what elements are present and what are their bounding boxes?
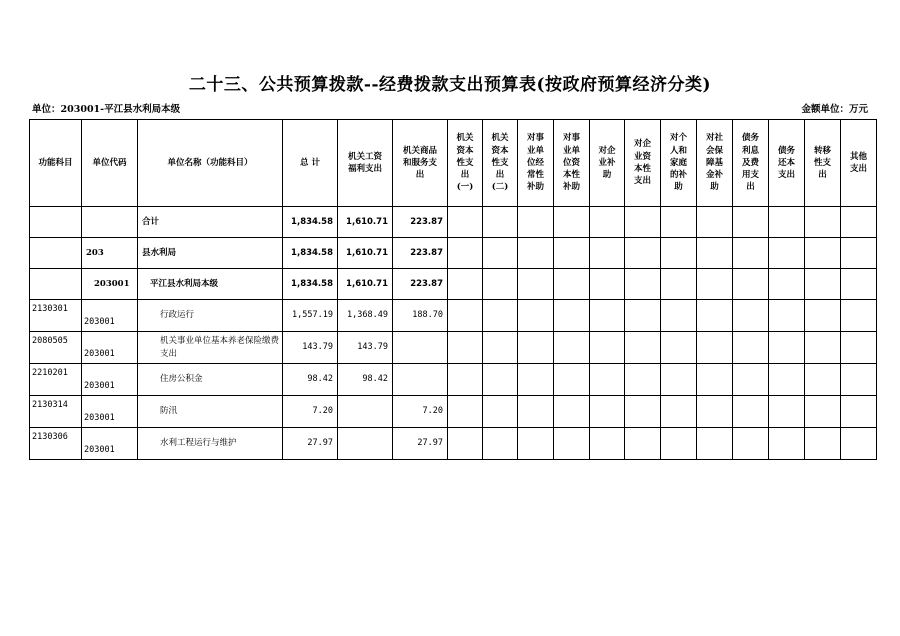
empty-cell	[554, 207, 590, 238]
empty-cell	[697, 332, 733, 364]
empty-cell	[625, 238, 661, 269]
empty-cell	[805, 207, 841, 238]
empty-cell	[733, 332, 769, 364]
goods-cell: 7.20	[393, 396, 448, 428]
empty-cell	[590, 269, 625, 300]
goods-cell	[393, 332, 448, 364]
wage-cell: 1,368.49	[338, 300, 393, 332]
total-cell: 1,834.58	[283, 207, 338, 238]
empty-cell	[661, 238, 697, 269]
empty-cell	[841, 396, 877, 428]
empty-cell	[590, 300, 625, 332]
goods-cell: 223.87	[393, 238, 448, 269]
unit-code-cell: 203001	[82, 364, 138, 396]
unit-name-cell: 合计	[138, 207, 283, 238]
unit-name-cell: 县水利局	[138, 238, 283, 269]
unit-code-cell: 203001	[82, 396, 138, 428]
header-cell: 机关 资本 性支 出 (二)	[483, 120, 518, 207]
page-title: 二十三、公共预算拨款--经费拨款支出预算表(按政府预算经济分类)	[188, 75, 712, 95]
empty-cell	[841, 428, 877, 460]
unit-label: 单位：203001-平江县水利局本级	[32, 104, 181, 115]
empty-cell	[697, 428, 733, 460]
empty-cell	[769, 238, 805, 269]
unit-name-cell: 机关事业单位基本养老保险缴费支出	[138, 332, 283, 364]
empty-cell	[518, 269, 554, 300]
func-code-cell: 2130301	[30, 300, 82, 332]
func-code-cell	[30, 269, 82, 300]
header-cell: 对个 人和 家庭 的补 助	[661, 120, 697, 207]
total-cell: 1,834.58	[283, 269, 338, 300]
empty-cell	[448, 269, 483, 300]
unit-name-cell: 水利工程运行与维护	[138, 428, 283, 460]
empty-cell	[697, 238, 733, 269]
header-cell: 单位代码	[82, 120, 138, 207]
func-code-cell	[30, 238, 82, 269]
header-cell: 对事 业单 位资 本性 补助	[554, 120, 590, 207]
total-cell: 1,834.58	[283, 238, 338, 269]
table-row	[30, 300, 877, 332]
empty-cell	[661, 300, 697, 332]
empty-cell	[805, 396, 841, 428]
empty-cell	[625, 428, 661, 460]
empty-cell	[841, 207, 877, 238]
empty-cell	[733, 207, 769, 238]
empty-cell	[661, 396, 697, 428]
empty-cell	[841, 300, 877, 332]
empty-cell	[697, 364, 733, 396]
header-cell: 债务 还本 支出	[769, 120, 805, 207]
header-cell: 功能科目	[30, 120, 82, 207]
empty-cell	[554, 396, 590, 428]
empty-cell	[554, 428, 590, 460]
empty-cell	[661, 428, 697, 460]
table-row	[30, 332, 877, 364]
empty-cell	[769, 332, 805, 364]
amount-unit-label: 金额单位：万元	[801, 104, 868, 115]
empty-cell	[483, 428, 518, 460]
empty-cell	[841, 238, 877, 269]
wage-cell	[338, 396, 393, 428]
empty-cell	[483, 364, 518, 396]
empty-cell	[590, 396, 625, 428]
empty-cell	[483, 207, 518, 238]
table-row	[30, 428, 877, 460]
header-cell: 机关 资本 性支 出 (一)	[448, 120, 483, 207]
empty-cell	[448, 396, 483, 428]
wage-cell: 1,610.71	[338, 207, 393, 238]
empty-cell	[448, 428, 483, 460]
unit-code-cell: 203001	[82, 332, 138, 364]
empty-cell	[448, 238, 483, 269]
header-cell: 总 计	[283, 120, 338, 207]
empty-cell	[483, 332, 518, 364]
empty-cell	[625, 269, 661, 300]
header-cell: 转移 性支 出	[805, 120, 841, 207]
empty-cell	[805, 269, 841, 300]
table-row-department	[30, 238, 877, 269]
unit-code-cell: 203001	[82, 300, 138, 332]
empty-cell	[733, 396, 769, 428]
empty-cell	[733, 364, 769, 396]
empty-cell	[590, 364, 625, 396]
empty-cell	[518, 300, 554, 332]
empty-cell	[697, 396, 733, 428]
empty-cell	[733, 300, 769, 332]
wage-cell: 1,610.71	[338, 269, 393, 300]
empty-cell	[805, 332, 841, 364]
header-cell: 对企 业补 助	[590, 120, 625, 207]
empty-cell	[769, 269, 805, 300]
total-cell: 1,557.19	[283, 300, 338, 332]
empty-cell	[554, 332, 590, 364]
empty-cell	[805, 428, 841, 460]
unit-name-cell: 平江县水利局本级	[138, 269, 283, 300]
header-cell: 对事 业单 位经 常性 补助	[518, 120, 554, 207]
empty-cell	[625, 332, 661, 364]
budget-table	[29, 119, 877, 460]
empty-cell	[483, 300, 518, 332]
total-cell: 98.42	[283, 364, 338, 396]
empty-cell	[805, 238, 841, 269]
empty-cell	[590, 332, 625, 364]
empty-cell	[518, 364, 554, 396]
header-cell: 对企 业资 本性 支出	[625, 120, 661, 207]
empty-cell	[841, 269, 877, 300]
empty-cell	[697, 269, 733, 300]
empty-cell	[661, 207, 697, 238]
total-cell: 27.97	[283, 428, 338, 460]
empty-cell	[661, 269, 697, 300]
unit-name-cell: 防汛	[138, 396, 283, 428]
goods-cell	[393, 364, 448, 396]
empty-cell	[590, 238, 625, 269]
empty-cell	[841, 332, 877, 364]
empty-cell	[733, 428, 769, 460]
func-code-cell: 2210201	[30, 364, 82, 396]
empty-cell	[697, 207, 733, 238]
empty-cell	[554, 238, 590, 269]
total-cell: 143.79	[283, 332, 338, 364]
empty-cell	[661, 364, 697, 396]
header-cell: 机关商品 和服务支 出	[393, 120, 448, 207]
table-row	[30, 396, 877, 428]
empty-cell	[590, 428, 625, 460]
empty-cell	[805, 364, 841, 396]
empty-cell	[769, 396, 805, 428]
empty-cell	[769, 428, 805, 460]
empty-cell	[554, 364, 590, 396]
empty-cell	[554, 300, 590, 332]
empty-cell	[518, 207, 554, 238]
goods-cell: 188.70	[393, 300, 448, 332]
empty-cell	[483, 396, 518, 428]
unit-code-cell	[82, 207, 138, 238]
empty-cell	[448, 300, 483, 332]
header-cell: 其他 支出	[841, 120, 877, 207]
empty-cell	[841, 364, 877, 396]
empty-cell	[483, 269, 518, 300]
empty-cell	[625, 364, 661, 396]
empty-cell	[625, 300, 661, 332]
goods-cell: 223.87	[393, 207, 448, 238]
header-cell: 机关工资 福利支出	[338, 120, 393, 207]
header-cell: 单位名称（功能科目）	[138, 120, 283, 207]
total-cell: 7.20	[283, 396, 338, 428]
empty-cell	[448, 207, 483, 238]
empty-cell	[805, 300, 841, 332]
goods-cell: 27.97	[393, 428, 448, 460]
unit-name-cell: 住房公积金	[138, 364, 283, 396]
goods-cell: 223.87	[393, 269, 448, 300]
empty-cell	[769, 300, 805, 332]
empty-cell	[625, 207, 661, 238]
wage-cell: 143.79	[338, 332, 393, 364]
table-header-row	[30, 120, 877, 207]
empty-cell	[733, 269, 769, 300]
func-code-cell: 2130306	[30, 428, 82, 460]
header-cell: 对社 会保 障基 金补 助	[697, 120, 733, 207]
header-cell: 债务 利息 及费 用支 出	[733, 120, 769, 207]
unit-code-cell: 203001	[82, 269, 138, 300]
empty-cell	[733, 238, 769, 269]
wage-cell	[338, 428, 393, 460]
empty-cell	[518, 396, 554, 428]
empty-cell	[697, 300, 733, 332]
unit-code-cell: 203001	[82, 428, 138, 460]
empty-cell	[448, 332, 483, 364]
empty-cell	[554, 269, 590, 300]
empty-cell	[518, 238, 554, 269]
empty-cell	[518, 428, 554, 460]
empty-cell	[769, 364, 805, 396]
empty-cell	[661, 332, 697, 364]
empty-cell	[518, 332, 554, 364]
func-code-cell: 2130314	[30, 396, 82, 428]
wage-cell: 98.42	[338, 364, 393, 396]
func-code-cell	[30, 207, 82, 238]
empty-cell	[625, 396, 661, 428]
table-row-total	[30, 207, 877, 238]
table-row-unit	[30, 269, 877, 300]
func-code-cell: 2080505	[30, 332, 82, 364]
wage-cell: 1,610.71	[338, 238, 393, 269]
empty-cell	[769, 207, 805, 238]
empty-cell	[483, 238, 518, 269]
unit-name-cell: 行政运行	[138, 300, 283, 332]
empty-cell	[448, 364, 483, 396]
empty-cell	[590, 207, 625, 238]
unit-code-cell: 203	[82, 238, 138, 269]
table-row	[30, 364, 877, 396]
